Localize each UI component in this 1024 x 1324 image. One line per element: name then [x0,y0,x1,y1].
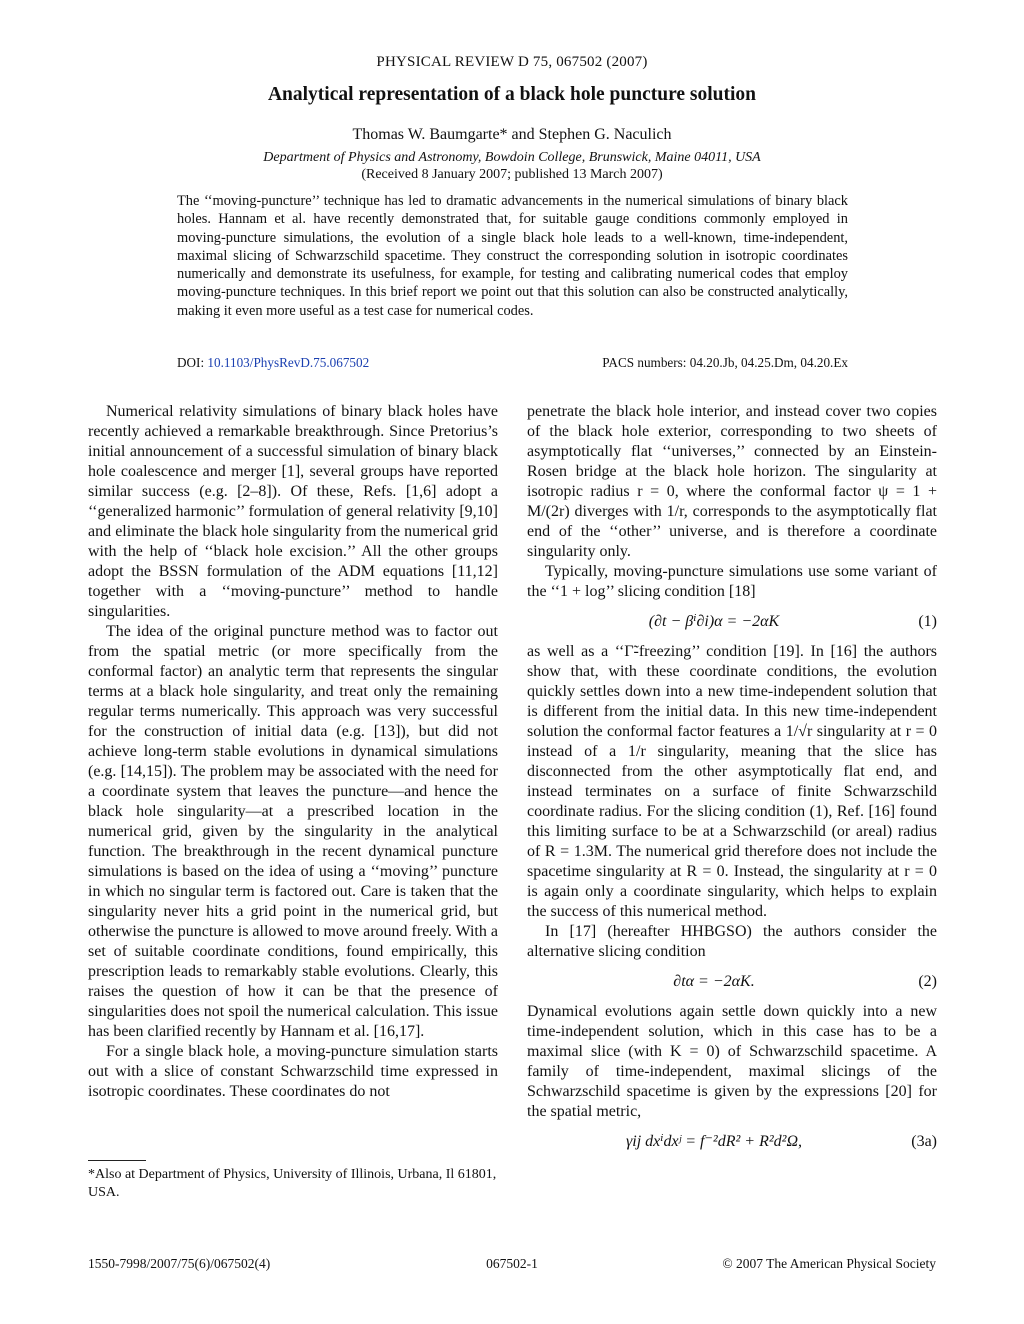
paragraph: Typically, moving-puncture simulations use some variant of the ‘‘1 + log’’ slicing condition [18] [527,563,937,600]
equation-1 [527,602,937,642]
doi-line [177,355,369,371]
equation-3a-body: γij dxⁱdxʲ = f⁻²dR² + R²d²Ω, [625,1133,803,1150]
footnote-rule [88,1160,146,1161]
equation-1-number: (1) [918,613,937,630]
equation-3a-number: (3a) [911,1133,937,1150]
paragraph: Numerical relativity simulations of binary black holes have recently achieved a remarkable breakthrough. Since Pretorius’s initial announcement of a successful simulation of binary black hole coalescence and merger [1], several groups have reported similar success (e.g. [2–8]). Of these, Refs. [1,6] adopt a ‘‘generalized harmonic’’ formulation of general relativity [9,10] and eliminate the black hole singularity from the numerical grid with the help of ‘‘black hole excision.’’ All the other groups adopt the BSSN formulation of the ADM equations [11,12] together with a ‘‘moving-puncture’’ method to handle singularities. [88,403,498,620]
footer-issn: 1550-7998/2007/75(6)/067502(4) [88,1256,271,1271]
paragraph: In [17] (hereafter HHBGSO) the authors consider the alternative slicing condition [527,923,937,960]
equation-2-body: ∂tα = −2αK. [673,973,755,990]
doi-label: DOI: [177,355,205,370]
abstract: The ‘‘moving-puncture’’ technique has led to dramatic advancements in the numerical simulations of binary black holes. Hannam et al. have recently demonstrated that, for suitable gauge conditions commonly employed in moving-puncture simulations, the evolution of a single black hole leads to a well-known, time-independent, maximal slicing of Schwarzschild spacetime. They construct the corresponding solution in isotropic coordinates numerically and demonstrate its usefulness, for example, for testing and calibrating numerical codes that employ moving-puncture techniques. In this brief report we point out that this solution can also be constructed analytically, making it even more useful as a test case for numerical codes. [177,193,848,319]
paragraph: For a single black hole, a moving-puncture simulation starts out with a slice of constant Schwarzschild time expressed in isotropic coordinates. These coordinates do not [88,1043,498,1100]
paper-title: Analytical representation of a black hole puncture solution [267,84,757,105]
right-column [527,402,937,1162]
left-column [88,402,498,1102]
received-dates: (Received 8 January 2007; published 13 March 2007) [361,167,663,182]
equation-3a [527,1122,937,1162]
pacs-numbers: PACS numbers: 04.20.Jb, 04.25.Dm, 04.20.Ex [602,355,848,370]
footnote: *Also at Department of Physics, University of Illinois, Urbana, Il 61801, USA. [88,1167,497,1200]
footer-page-number: 067502-1 [486,1256,538,1271]
paragraph: The idea of the original puncture method was to factor out from the spatial metric (or more specifically from the conformal factor) an analytic term that represents the singular terms at a black hole singularity, and treat only the remaining regular terms numerically. This approach was very successful for the construction of initial data (e.g. [13]), but did not achieve long-term stable evolutions in dynamical simulations (e.g. [14,15]). The problem may be associated with the need for a coordinate system that leaves the puncture—and hence the black hole singularity—at a prescribed location in the numerical grid, given by the singularity in the analytical function. The breakthrough in the recent dynamical puncture simulations is based on the idea of using a ‘‘moving’’ puncture in which no singular term is factored out. Care is taken that the singularity never hits a grid point in the numerical grid, but otherwise the puncture is allowed to move around freely. With a set of suitable coordinate conditions, found empirically, this prescription leads to remarkably stable evolutions. Clearly, this raises the question of how it can be that the presence of singularities does not spoil the numerical calculation. This issue has been clarified recently by Hannam et al. [16,17]. [88,623,498,1040]
equation-1-body: (∂t − βⁱ∂i)α = −2αK [648,613,780,630]
paragraph: as well as a ‘‘Γ̃-freezing’’ condition [19]. In [16] the authors show that, with these coordinate conditions, the evolution quickly settles down into a new time-independent solution that is different from the initial data. In this new time-independent solution the conformal factor features a 1/√r singularity at r = 0 instead of a 1/r singularity, meaning that the slice has disconnected from the other asymptotically flat end, and instead terminates on a surface of finite Schwarzschild coordinate radius. For the slicing condition (1), Ref. [16] found this limiting surface to be at a Schwarzschild (or areal) radius of R = 1.3M. The numerical grid therefore does not include the spacetime singularity at R = 0. Instead, the singularity at r = 0 is again only a coordinate singularity, which helps to explain the success of this numerical method. [527,643,937,920]
paragraph: Dynamical evolutions again settle down quickly into a new time-independent solution, which in this case has to be a maximal slice (with K = 0) of Schwarzschild spacetime. A family of time-independent, maximal slicings of the Schwarzschild spacetime is given by the expressions [20] for the spatial metric, [527,1003,937,1120]
paragraph: penetrate the black hole interior, and instead cover two copies of the black hole exterior, corresponding to two sheets of asymptotically flat ‘‘universes,’’ connected by an Einstein-Rosen bridge at the black hole horizon. The singularity at isotropic radius r = 0, where the conformal factor ψ = 1 + M/(2r) diverges with 1/r, corresponds to the asymptotically flat end of the ‘‘other’’ universe, and is therefore a coordinate singularity only. [527,403,937,560]
equation-2 [527,962,937,1002]
author-line: Thomas W. Baumgarte* and Stephen G. Naculich [352,126,672,143]
footer-copyright: © 2007 The American Physical Society [722,1256,936,1271]
affiliation: Department of Physics and Astronomy, Bowdoin College, Brunswick, Maine 04011, USA [263,150,761,165]
doi-link[interactable]: 10.1103/PhysRevD.75.067502 [207,355,370,370]
equation-2-number: (2) [918,973,937,990]
journal-header: PHYSICAL REVIEW D 75, 067502 (2007) [376,54,648,70]
